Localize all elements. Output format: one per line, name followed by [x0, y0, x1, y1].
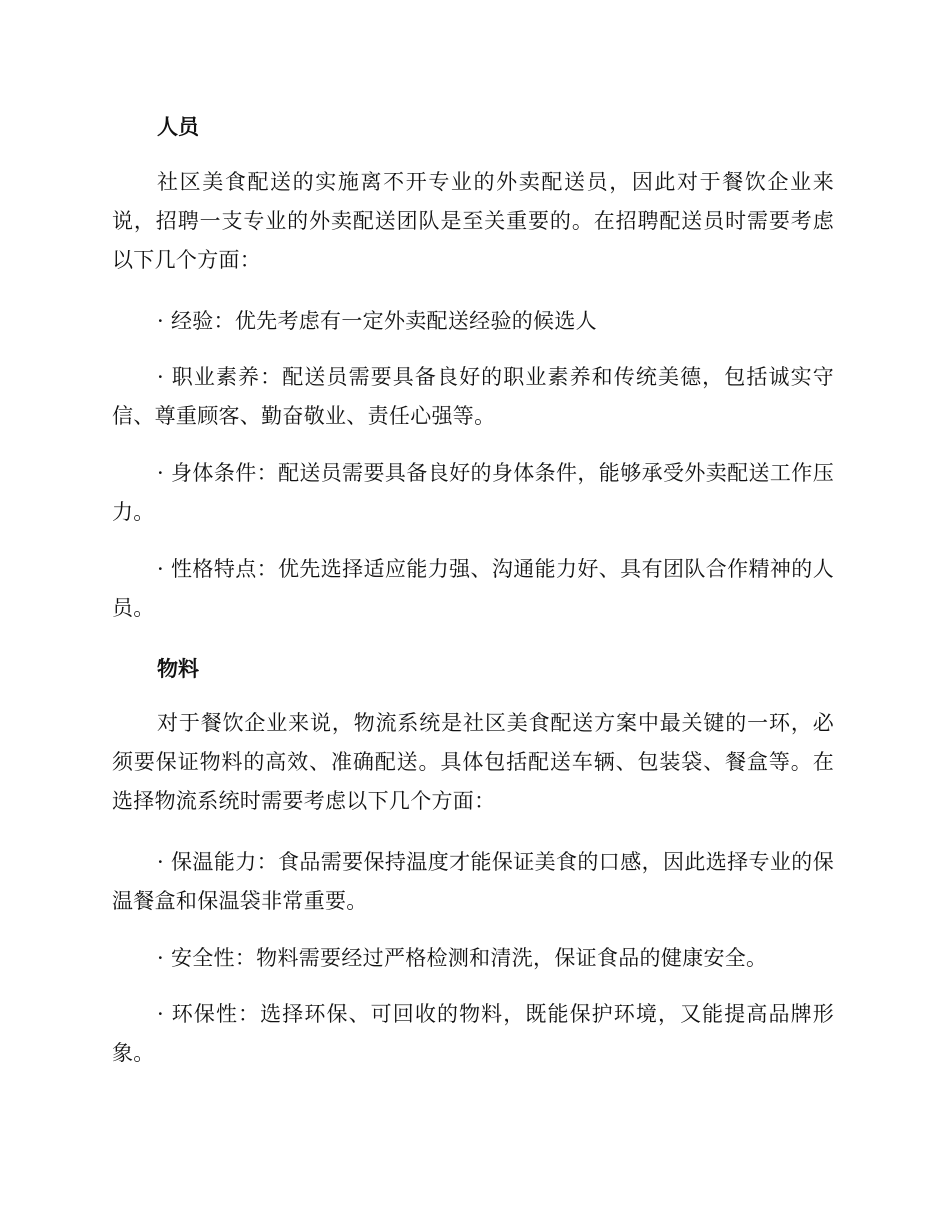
bullet-eco-friendly: · 环保性：选择环保、可回收的物料，既能保护环境，又能提高品牌形象。	[112, 1002, 834, 1065]
bullet-safety: · 安全性：物料需要经过严格检测和清洗，保证食品的健康安全。	[157, 946, 768, 970]
paragraph-personnel-intro: 社区美食配送的实施离不开专业的外卖配送员，因此对于餐饮企业来说，招聘一支专业的外卖配送团队是至关重要的。在招聘配送员时需要考虑以下几个方面：	[112, 170, 834, 272]
bullet-experience: · 经验：优先考虑有一定外卖配送经验的候选人	[157, 309, 597, 333]
bullet-professionalism: · 职业素养：配送员需要具备良好的职业素养和传统美德，包括诚实守信、尊重顾客、勤奋敬业、责任心强等。	[112, 365, 834, 428]
paragraph-materials-intro: 对于餐饮企业来说，物流系统是社区美食配送方案中最关键的一环，必须要保证物料的高效、准确配送。具体包括配送车辆、包装袋、餐盒等。在选择物流系统时需要考虑以下几个方面：	[112, 711, 834, 813]
bullet-physical-condition: · 身体条件：配送员需要具备良好的身体条件，能够承受外卖配送工作压力。	[112, 461, 834, 524]
bullet-insulation: · 保温能力：食品需要保持温度才能保证美食的口感，因此选择专业的保温餐盒和保温袋非常重要。	[112, 850, 834, 913]
section-heading-personnel: 人员	[157, 114, 199, 139]
section-heading-materials: 物料	[157, 656, 199, 681]
bullet-personality: · 性格特点：优先选择适应能力强、沟通能力好、具有团队合作精神的人员。	[112, 557, 834, 620]
